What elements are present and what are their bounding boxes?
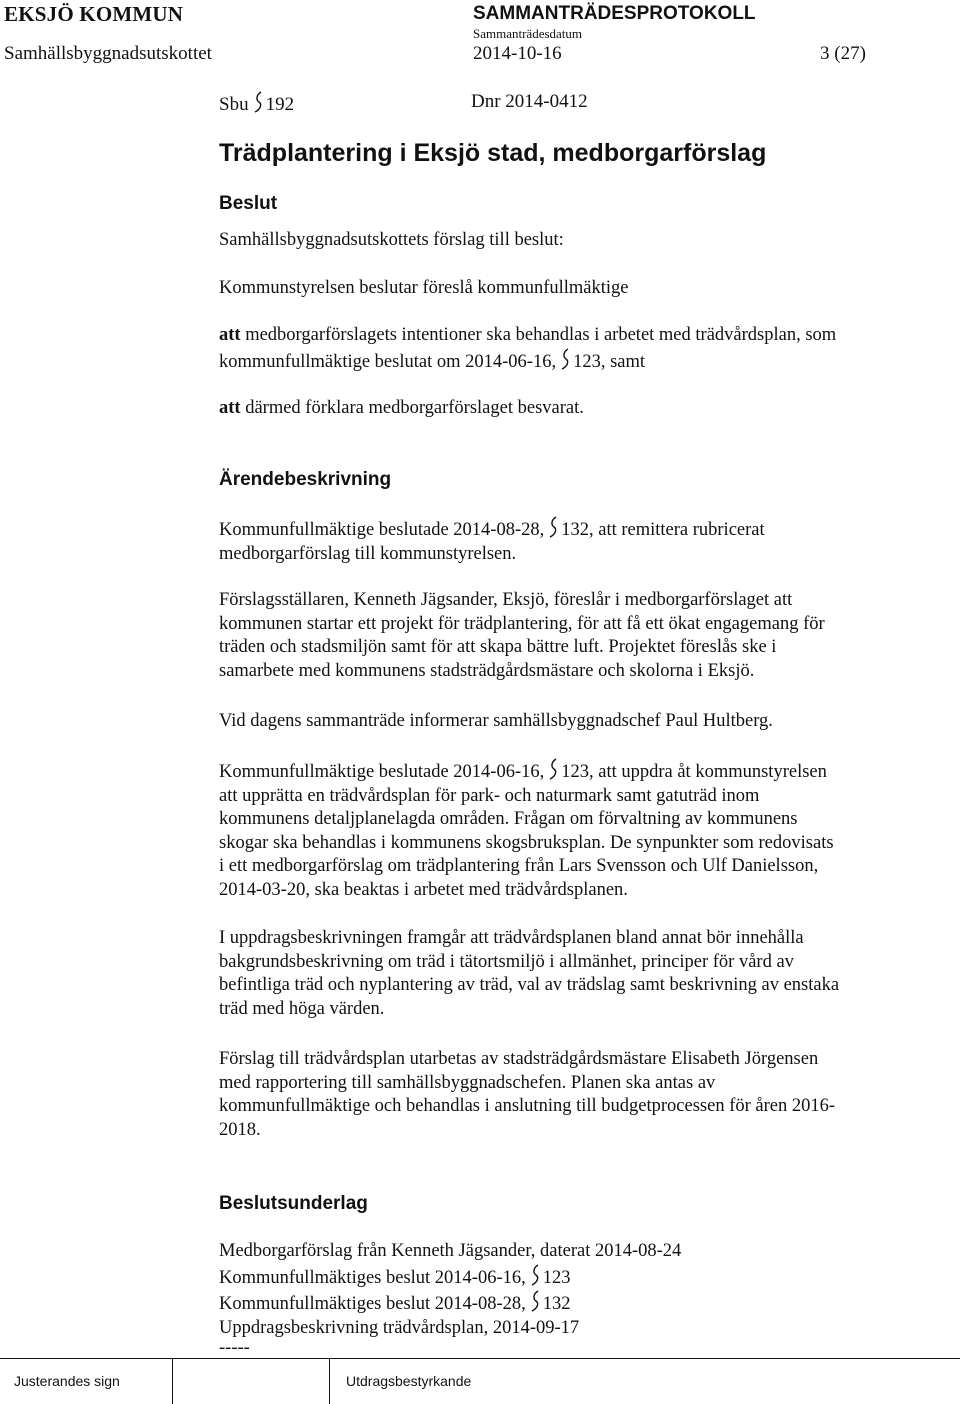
beslutsunderlag-list bbox=[219, 1240, 919, 1356]
text-fragment: Kommunfullmäktiges beslut 2014-06-16, bbox=[219, 1267, 526, 1288]
list-item bbox=[219, 1290, 919, 1317]
att-clause-1 bbox=[219, 324, 919, 374]
text-line: i ett medborgarförslag om trädplantering från Lars Svensson och Ulf Danielsson, bbox=[219, 856, 819, 876]
att-keyword: att bbox=[219, 325, 241, 345]
arende-paragraph-3 bbox=[219, 710, 919, 734]
text-line: med rapportering till samhällsbyggnadschefen. Planen ska antas av bbox=[219, 1072, 716, 1093]
text-fragment: Kommunfullmäktige beslutade 2014-08-28, bbox=[219, 520, 545, 540]
text-fragment: 123 bbox=[542, 1267, 571, 1288]
list-item: Medborgarförslag från Kenneth Jägsander, daterat 2014-08-24 bbox=[219, 1241, 682, 1261]
beslut-heading: Beslut bbox=[219, 193, 278, 214]
text-line: samarbete med kommunens stadsträdgårdsmästare och skolorna i Eksjö. bbox=[219, 660, 755, 681]
text-line: träd med höga värden. bbox=[219, 998, 385, 1019]
beslut-line-1: Samhällsbyggnadsutskottets förslag till beslut: bbox=[219, 230, 564, 250]
list-item: Uppdragsbeskrivning trädvårdsplan, 2014-09-17 bbox=[219, 1317, 580, 1338]
text-fragment: 132, att remittera rubricerat bbox=[561, 520, 765, 540]
text-line: kommunen startar ett projekt för trädplantering, för att få ett ökat engagemang för bbox=[219, 613, 825, 634]
paragraph-sign-icon bbox=[253, 91, 263, 113]
section-number: 192 bbox=[265, 94, 295, 115]
text-line: befintliga träd och nyplantering av träd, val av trädslag samt beskrivning av enstaka bbox=[219, 975, 840, 995]
att-keyword: att bbox=[219, 398, 241, 418]
text-line: 2018. bbox=[219, 1119, 261, 1140]
section-prefix: Sbu bbox=[219, 94, 249, 115]
date-label: Sammanträdesdatum bbox=[473, 26, 583, 41]
text-line: Vid dagens sammanträde informerar samhällsbyggnadschef Paul Hultberg. bbox=[219, 711, 773, 731]
page-title: Trädplantering i Eksjö stad, medborgarförslag bbox=[219, 139, 767, 167]
footer-rule bbox=[0, 1358, 960, 1359]
utdragsbestyrkande-label: Utdragsbestyrkande bbox=[346, 1373, 472, 1389]
paragraph-sign-icon bbox=[560, 348, 570, 370]
end-mark: ----- bbox=[219, 1338, 250, 1358]
paragraph-sign-icon bbox=[548, 758, 558, 780]
att-clause-2-text: därmed förklara medborgarförslaget besvarat. bbox=[245, 398, 584, 418]
text-line: bakgrundsbeskrivning om träd i tätortsmiljö i allmänhet, principer för vård av bbox=[219, 951, 794, 972]
paragraph-sign-icon bbox=[530, 1264, 540, 1286]
arende-paragraph-5 bbox=[219, 927, 919, 1021]
text-fragment: Kommunfullmäktige beslutade 2014-06-16, bbox=[219, 762, 545, 782]
beslut-line-2: Kommunstyrelsen beslutar föreslå kommunfullmäktige bbox=[219, 278, 629, 298]
arende-paragraph-2 bbox=[219, 589, 919, 683]
text-fragment: 132 bbox=[542, 1294, 571, 1314]
arendebeskrivning-heading: Ärendebeskrivning bbox=[219, 469, 392, 490]
text-line: medborgarförslag till kommunstyrelsen. bbox=[219, 543, 517, 564]
meeting-date: 2014-10-16 bbox=[473, 43, 562, 64]
text-line: att upprätta en trädvårdsplan för park- och naturmark samt gatuträd inom bbox=[219, 785, 760, 806]
att-clause-2 bbox=[219, 397, 919, 421]
arende-paragraph-6 bbox=[219, 1048, 919, 1142]
text-line: Förslag till trädvårdsplan utarbetas av stadsträdgårdsmästare Elisabeth Jörgensen bbox=[219, 1049, 819, 1069]
att-clause-1-text-2: kommunfullmäktige beslutat om 2014-06-16, bbox=[219, 351, 557, 372]
committee-name: Samhällsbyggnadsutskottet bbox=[4, 43, 212, 64]
text-line: skogar ska behandlas i kommunens skogsbruksplan. De synpunkter som redovisats bbox=[219, 832, 834, 853]
footer-divider bbox=[172, 1358, 173, 1404]
organization-name: EKSJÖ KOMMUN bbox=[4, 2, 184, 26]
list-item bbox=[219, 1264, 919, 1291]
page-number: 3 (27) bbox=[820, 43, 866, 64]
beslut-proposal bbox=[219, 277, 919, 301]
paragraph-sign-icon bbox=[548, 516, 558, 538]
text-line: kommunfullmäktige och behandlas i anslutning till budgetprocessen för åren 2016- bbox=[219, 1096, 836, 1116]
text-line: Förslagsställaren, Kenneth Jägsander, Eksjö, föreslår i medborgarförslaget att bbox=[219, 590, 793, 610]
diary-number: Dnr 2014-0412 bbox=[471, 91, 588, 112]
text-line: 2014-03-20, ska beaktas i arbetet med trädvårdsplanen. bbox=[219, 879, 628, 900]
text-line: träden och stadsmiljön samt för att skapa bättre luft. Projektet föreslås ske i bbox=[219, 637, 777, 657]
arende-paragraph-4 bbox=[219, 758, 919, 902]
att-clause-1-text: medborgarförslagets intentioner ska behandlas i arbetet med trädvårdsplan, som bbox=[245, 325, 837, 345]
section-reference bbox=[219, 91, 294, 116]
footer-divider bbox=[329, 1358, 330, 1404]
text-fragment: Kommunfullmäktiges beslut 2014-08-28, bbox=[219, 1294, 526, 1314]
att-clause-1-text-3: 123, samt bbox=[573, 351, 646, 372]
beslutsunderlag-heading: Beslutsunderlag bbox=[219, 1193, 368, 1214]
justerandes-sign-label: Justerandes sign bbox=[14, 1373, 120, 1389]
beslut-intro bbox=[219, 229, 919, 253]
text-fragment: 123, att uppdra åt kommunstyrelsen bbox=[561, 762, 827, 782]
text-line: I uppdragsbeskrivningen framgår att trädvårdsplanen bland annat bör innehålla bbox=[219, 928, 804, 948]
document-type: SAMMANTRÄDESPROTOKOLL bbox=[473, 3, 756, 24]
paragraph-sign-icon bbox=[530, 1290, 540, 1312]
text-line: kommunens detaljplanelagda områden. Frågan om förvaltning av kommunens bbox=[219, 809, 798, 829]
arende-paragraph-1 bbox=[219, 516, 919, 566]
